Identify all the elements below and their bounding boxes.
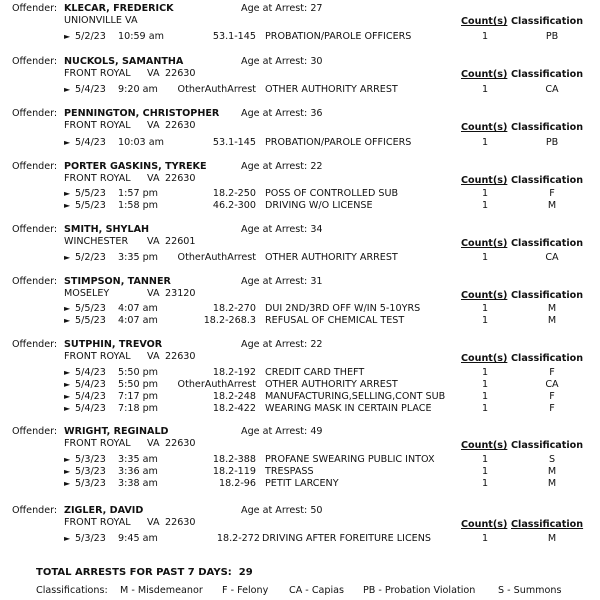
bullet-icon: ►: [64, 32, 71, 41]
zip: 22630: [165, 351, 196, 362]
charge-time: 10:59 am: [118, 31, 164, 42]
charge-description: MANUFACTURING,SELLING,CONT SUB: [265, 391, 446, 402]
counts-header: Count(s): [461, 69, 508, 80]
classification-legend: [36, 585, 562, 597]
charge-description: CREDIT CARD THEFT: [265, 367, 365, 378]
charge-code: 53.1-145: [212, 31, 256, 42]
charge-classification: M: [547, 315, 557, 326]
legend-item-probation-violation: PB - Probation Violation: [363, 585, 476, 596]
bullet-icon: ►: [64, 304, 71, 313]
age-label: Age at Arrest:: [241, 339, 308, 350]
legend-item-felony: F - Felony: [222, 585, 269, 596]
legend-item-misdemeanor: M - Misdemeanor: [120, 585, 203, 596]
charge-date: 5/4/23: [75, 391, 106, 402]
bullet-icon: ►: [64, 85, 71, 94]
bullet-icon: ►: [64, 189, 71, 198]
charge-classification: CA: [545, 84, 559, 95]
charge-description: REFUSAL OF CHEMICAL TEST: [265, 315, 405, 326]
charge-time: 3:36 am: [118, 466, 158, 477]
offender-address: [64, 438, 196, 450]
counts-header: Count(s): [461, 16, 508, 27]
charge-count: 1: [482, 478, 489, 489]
age-label: Age at Arrest:: [241, 161, 308, 172]
bullet-icon: ►: [64, 404, 71, 413]
age-value: 22: [310, 161, 323, 172]
offender-label: Offender:: [12, 161, 58, 172]
offender-name: SMITH, SHYLAH: [64, 224, 150, 235]
counts-header: Count(s): [461, 440, 508, 451]
age-at-arrest: [241, 224, 323, 236]
charge-time: 7:17 pm: [118, 391, 159, 402]
offender-label: Offender:: [12, 108, 58, 119]
charge-code: 18.2-119: [212, 466, 256, 477]
classification-header: Classification: [511, 353, 584, 364]
state: VA: [147, 173, 160, 184]
charge-code: 18.2-96: [218, 478, 256, 489]
offender-label: Offender:: [12, 339, 58, 350]
counts-header: Count(s): [461, 353, 508, 364]
bullet-icon: ►: [64, 380, 71, 389]
charge-description: OTHER AUTHORITY ARREST: [265, 84, 398, 95]
counts-header: Count(s): [461, 290, 508, 301]
charge-date: 5/2/23: [75, 31, 106, 42]
charge-code: OtherAuthArrest: [177, 84, 256, 95]
offender-name: SUTPHIN, TREVOR: [64, 339, 163, 350]
charge-count: 1: [482, 391, 489, 402]
state: VA: [147, 120, 160, 131]
charge-description: TRESPASS: [265, 466, 314, 477]
age-label: Age at Arrest:: [241, 505, 308, 516]
charge-time: 9:45 am: [118, 533, 158, 544]
city: FRONT ROYAL: [64, 173, 131, 184]
classification-header: Classification: [511, 519, 584, 530]
charge-count: 1: [482, 252, 489, 263]
counts-header: Count(s): [461, 519, 508, 530]
charge-code: 18.2-192: [212, 367, 256, 378]
charge-code: 18.2-268.3: [203, 315, 256, 326]
classification-header: Classification: [511, 238, 584, 249]
charge-classification: F: [549, 188, 555, 199]
bullet-icon: ►: [64, 316, 71, 325]
city: FRONT ROYAL: [64, 517, 131, 528]
charge-description: DUI 2ND/3RD OFF W/IN 5-10YRS: [265, 303, 421, 314]
charge-code: 18.2-250: [212, 188, 256, 199]
charge-classification: F: [549, 403, 555, 414]
charge-date: 5/5/23: [75, 188, 106, 199]
counts-header: Count(s): [461, 175, 508, 186]
legend-item-capias: CA - Capias: [289, 585, 345, 596]
charge-classification: M: [547, 303, 557, 314]
city: FRONT ROYAL: [64, 68, 131, 79]
zip: 22630: [165, 438, 196, 449]
charge-date: 5/3/23: [75, 478, 106, 489]
age-at-arrest: [241, 505, 323, 517]
offender-label: Offender:: [12, 276, 58, 287]
bullet-icon: ►: [64, 392, 71, 401]
charge-date: 5/3/23: [75, 533, 106, 544]
total-label: TOTAL ARRESTS FOR PAST 7 DAYS:: [36, 567, 232, 578]
classification-header: Classification: [511, 69, 584, 80]
charge-count: 1: [482, 367, 489, 378]
charge-description: DRIVING AFTER FOREITURE LICENS: [262, 533, 431, 544]
offender-label: Offender:: [12, 426, 58, 437]
charge-classification: CA: [545, 379, 559, 390]
city: MOSELEY: [64, 288, 110, 299]
classification-header: Classification: [511, 290, 584, 301]
charge-time: 10:03 am: [118, 137, 164, 148]
charge-classification: M: [547, 466, 557, 477]
zip: 22630: [165, 517, 196, 528]
charge-date: 5/3/23: [75, 454, 106, 465]
charge-date: 5/5/23: [75, 303, 106, 314]
charge-count: 1: [482, 454, 489, 465]
charge-count: 1: [482, 188, 489, 199]
city: FRONT ROYAL: [64, 438, 131, 449]
offender-address: [64, 15, 138, 27]
age-value: 34: [310, 224, 323, 235]
charge-description: POSS OF CONTROLLED SUB: [265, 188, 399, 199]
charge-classification: F: [549, 367, 555, 378]
age-label: Age at Arrest:: [241, 108, 308, 119]
charge-code: 46.2-300: [212, 200, 256, 211]
classification-header: Classification: [511, 16, 584, 27]
bullet-icon: ►: [64, 368, 71, 377]
age-label: Age at Arrest:: [241, 3, 308, 14]
bullet-icon: ►: [64, 138, 71, 147]
age-label: Age at Arrest:: [241, 56, 308, 67]
charge-time: 7:18 pm: [118, 403, 159, 414]
charge-description: PROBATION/PAROLE OFFICERS: [265, 31, 412, 42]
charge-count: 1: [482, 379, 489, 390]
charge-code: 18.2-422: [212, 403, 256, 414]
charge-count: 1: [482, 84, 489, 95]
age-at-arrest: [241, 426, 323, 438]
charge-time: 9:20 am: [118, 84, 158, 95]
charge-description: PETIT LARCENY: [265, 478, 339, 489]
charge-date: 5/2/23: [75, 252, 106, 263]
offender-address: [64, 288, 196, 300]
age-value: 22: [310, 339, 323, 350]
charge-description: OTHER AUTHORITY ARREST: [265, 379, 398, 390]
charge-time: 5:50 pm: [118, 379, 159, 390]
charge-code: 18.2-248: [212, 391, 256, 402]
age-at-arrest: [241, 161, 323, 173]
offender-address: [64, 120, 196, 132]
offender-address: [64, 351, 196, 363]
state: VA: [125, 15, 138, 26]
charge-count: 1: [482, 303, 489, 314]
offender-label: Offender:: [12, 224, 58, 235]
offender-name: PORTER GASKINS, TYREKE: [64, 161, 207, 172]
charge-date: 5/4/23: [75, 137, 106, 148]
zip: 22630: [165, 120, 196, 131]
age-value: 50: [310, 505, 323, 516]
legend-label: Classifications:: [36, 585, 108, 596]
charge-time: 4:07 am: [118, 315, 158, 326]
offender-address: [64, 173, 196, 185]
zip: 23120: [165, 288, 196, 299]
charge-description: PROFANE SWEARING PUBLIC INTOX: [265, 454, 435, 465]
charge-code: 18.2-270: [212, 303, 256, 314]
charge-classification: PB: [545, 137, 559, 148]
charge-count: 1: [482, 466, 489, 477]
bullet-icon: ►: [64, 253, 71, 262]
bullet-icon: ►: [64, 467, 71, 476]
state: VA: [147, 236, 160, 247]
charge-time: 3:35 pm: [118, 252, 159, 263]
charge-classification: F: [549, 391, 555, 402]
age-value: 27: [310, 3, 323, 14]
offender-name: STIMPSON, TANNER: [64, 276, 171, 287]
charge-classification: CA: [545, 252, 559, 263]
city: UNIONVILLE: [64, 15, 122, 26]
charge-classification: M: [547, 533, 557, 544]
charge-count: 1: [482, 200, 489, 211]
charge-date: 5/4/23: [75, 84, 106, 95]
state: VA: [147, 68, 160, 79]
charge-date: 5/3/23: [75, 466, 106, 477]
age-value: 30: [310, 56, 323, 67]
charge-code: 18.2-388: [212, 454, 256, 465]
offender-label: Offender:: [12, 3, 58, 14]
charge-code: 18.2-272: [216, 533, 260, 544]
zip: 22630: [165, 173, 196, 184]
charge-count: 1: [482, 31, 489, 42]
classification-header: Classification: [511, 440, 584, 451]
charge-code: 53.1-145: [212, 137, 256, 148]
age-value: 31: [310, 276, 323, 287]
charge-code: OtherAuthArrest: [177, 379, 256, 390]
age-at-arrest: [241, 108, 323, 120]
offender-name: NUCKOLS, SAMANTHA: [64, 56, 184, 67]
bullet-icon: ►: [64, 455, 71, 464]
charge-classification: M: [547, 200, 557, 211]
charge-date: 5/4/23: [75, 367, 106, 378]
age-at-arrest: [241, 276, 323, 288]
age-at-arrest: [241, 339, 323, 351]
charge-code: OtherAuthArrest: [177, 252, 256, 263]
age-at-arrest: [241, 3, 323, 15]
zip: 22630: [165, 68, 196, 79]
zip: 22601: [165, 236, 196, 247]
charge-description: PROBATION/PAROLE OFFICERS: [265, 137, 412, 148]
charge-description: DRIVING W/O LICENSE: [265, 200, 373, 211]
offender-address: [64, 236, 196, 248]
charge-time: 1:58 pm: [118, 200, 159, 211]
state: VA: [147, 438, 160, 449]
charge-classification: S: [548, 454, 556, 465]
state: VA: [147, 288, 160, 299]
charge-date: 5/4/23: [75, 379, 106, 390]
city: FRONT ROYAL: [64, 351, 131, 362]
charge-date: 5/5/23: [75, 200, 106, 211]
bullet-icon: ►: [64, 534, 71, 543]
age-label: Age at Arrest:: [241, 276, 308, 287]
charge-description: OTHER AUTHORITY ARREST: [265, 252, 398, 263]
age-label: Age at Arrest:: [241, 224, 308, 235]
city: FRONT ROYAL: [64, 120, 131, 131]
total-arrests: [36, 567, 253, 579]
charge-time: 5:50 pm: [118, 367, 159, 378]
classification-header: Classification: [511, 175, 584, 186]
age-value: 49: [310, 426, 323, 437]
classification-header: Classification: [511, 122, 584, 133]
charge-date: 5/4/23: [75, 403, 106, 414]
counts-header: Count(s): [461, 238, 508, 249]
state: VA: [147, 351, 160, 362]
offender-label: Offender:: [12, 56, 58, 67]
charge-count: 1: [482, 533, 489, 544]
charge-time: 1:57 pm: [118, 188, 159, 199]
offender-name: WRIGHT, REGINALD: [64, 426, 169, 437]
state: VA: [147, 517, 160, 528]
bullet-icon: ►: [64, 201, 71, 210]
bullet-icon: ►: [64, 479, 71, 488]
charge-time: 3:35 am: [118, 454, 158, 465]
offender-address: [64, 68, 196, 80]
charge-time: 3:38 am: [118, 478, 158, 489]
charge-classification: PB: [545, 31, 559, 42]
age-value: 36: [310, 108, 323, 119]
age-label: Age at Arrest:: [241, 426, 308, 437]
charge-classification: M: [547, 478, 557, 489]
offender-name: KLECAR, FREDERICK: [64, 3, 174, 14]
age-at-arrest: [241, 56, 323, 68]
charge-count: 1: [482, 315, 489, 326]
offender-address: [64, 517, 196, 529]
counts-header: Count(s): [461, 122, 508, 133]
offender-name: ZIGLER, DAVID: [64, 505, 144, 516]
city: WINCHESTER: [64, 236, 129, 247]
legend-item-summons: S - Summons: [498, 585, 562, 596]
charge-time: 4:07 am: [118, 303, 158, 314]
offender-name: PENNINGTON, CHRISTOPHER: [64, 108, 220, 119]
charge-description: WEARING MASK IN CERTAIN PLACE: [265, 403, 432, 414]
charge-date: 5/5/23: [75, 315, 106, 326]
offender-label: Offender:: [12, 505, 58, 516]
total-value: 29: [238, 567, 253, 578]
charge-count: 1: [482, 403, 489, 414]
charge-count: 1: [482, 137, 489, 148]
